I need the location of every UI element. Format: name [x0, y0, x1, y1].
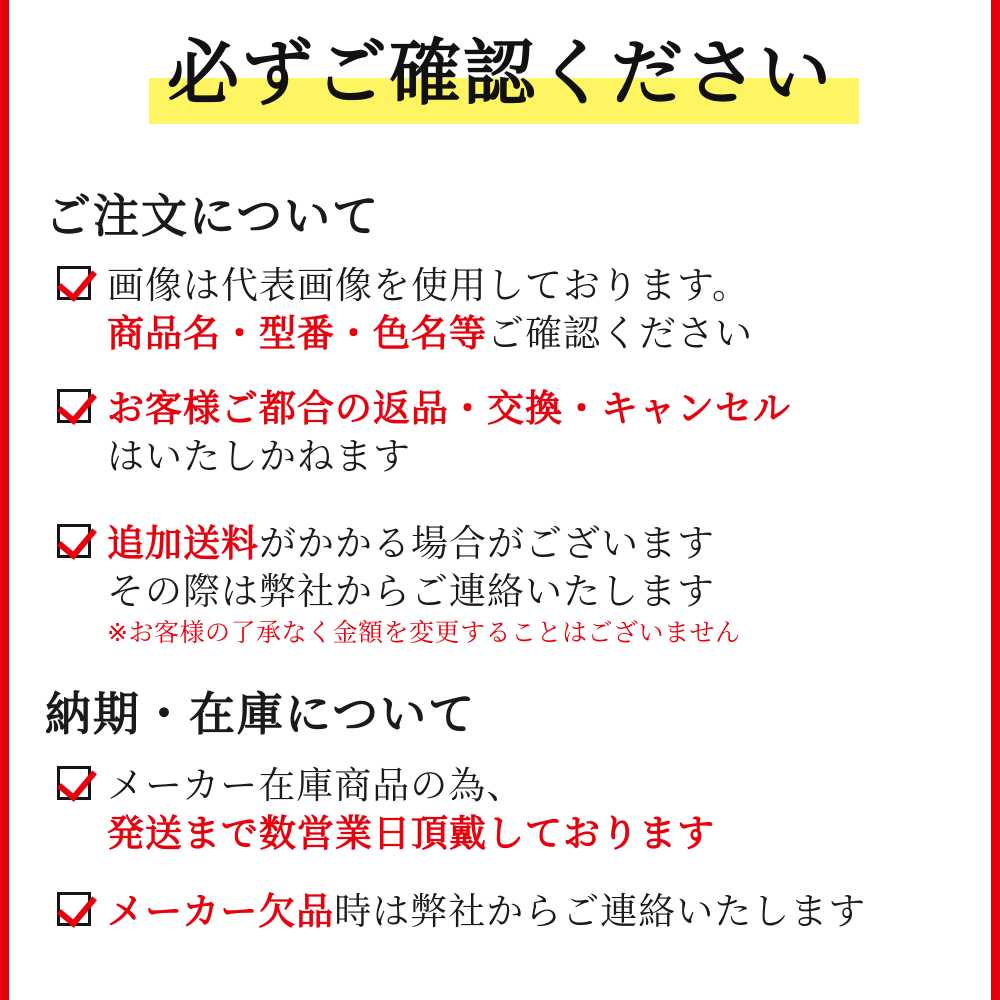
list-item-emphasis: メーカー欠品	[107, 890, 335, 933]
left-red-border	[0, 0, 9, 1000]
page-title: 必ずご確認ください	[166, 31, 833, 115]
list-item-note: ※お客様の了承なく金額を変更することはございません	[107, 618, 741, 647]
list-item-text	[107, 262, 971, 358]
list-item	[49, 888, 971, 936]
list-item-emphasis: お客様ご都合の返品・交換・キャンセル	[107, 387, 791, 430]
list-item-line: その際は弊社からご連絡いたします	[107, 570, 715, 613]
list-item-line	[107, 520, 971, 568]
page-title-block	[9, 32, 991, 115]
section-heading-order: ご注文について	[45, 189, 381, 243]
list-item	[49, 385, 971, 481]
list-item-normal: がかかる場合がございます	[259, 522, 715, 565]
list-item-text	[107, 520, 971, 650]
list-item-emphasis: 発送まで数営業日頂戴しております	[107, 812, 715, 855]
checkbox-check-icon	[57, 892, 91, 926]
checkbox-check-icon	[57, 766, 91, 800]
list-item-text	[107, 385, 971, 481]
list-item-text	[107, 762, 971, 858]
section-heading-delivery: 納期・在庫について	[45, 687, 477, 741]
list-item-line: メーカー在庫商品の為、	[107, 764, 525, 807]
list-item-line: はいたしかねます	[107, 435, 411, 478]
list-item-text	[107, 888, 971, 936]
list-item	[49, 762, 971, 858]
right-red-border	[991, 0, 1000, 1000]
checkbox-check-icon	[57, 524, 91, 558]
list-item-normal: ご確認ください	[487, 312, 753, 355]
checkbox-check-icon	[57, 389, 91, 423]
list-item-emphasis: 追加送料	[107, 522, 259, 565]
list-item-line	[107, 888, 971, 936]
list-item-normal: 時は弊社からご連絡いたします	[334, 890, 867, 933]
list-item	[49, 520, 971, 650]
list-item-emphasis: 商品名・型番・色名等	[107, 312, 487, 355]
list-item	[49, 262, 971, 358]
notice-content	[9, 0, 991, 1000]
list-item-line: 画像は代表画像を使用しております。	[107, 264, 751, 307]
list-item-line	[107, 310, 971, 358]
checkbox-check-icon	[57, 266, 91, 300]
